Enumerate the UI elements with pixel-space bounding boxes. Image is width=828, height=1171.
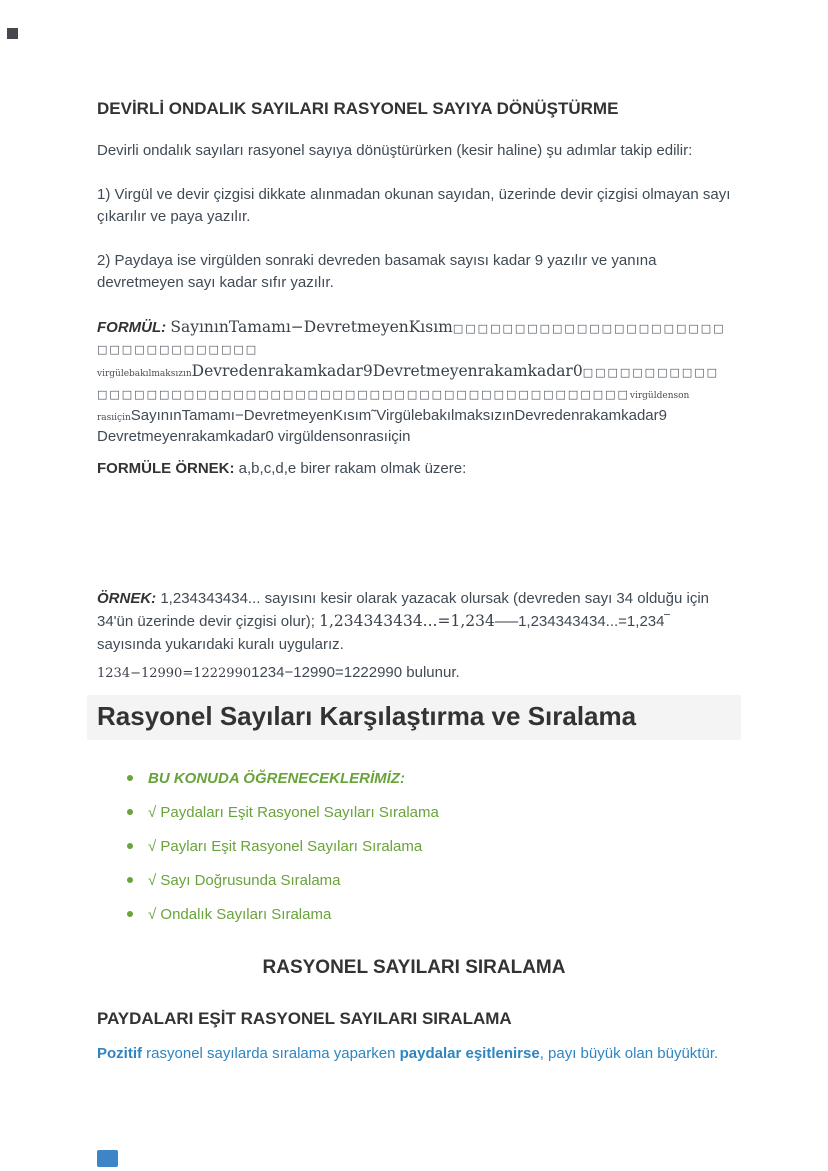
ornek-result-line: [97, 662, 731, 685]
blue-text-2: , payı büyük olan büyüktür.: [539, 1045, 719, 1063]
missing-glyph-boxes-c: □□□□□□□□: [582, 366, 682, 380]
bullet-dot-icon: [127, 877, 133, 883]
blue-paragraph: [97, 1043, 731, 1066]
topics-list: [97, 768, 731, 925]
list-item: [125, 904, 731, 925]
formula-math-1: SayınınTamamı−DevretmeyenKısım: [170, 317, 453, 336]
bullet-dot-icon: [127, 775, 133, 781]
intro-paragraph: Devirli ondalık sayıları rasyonel sayıya dönüştürürken (kesir haline) şu adımlar takip edilir:: [97, 142, 693, 160]
formule-ornek-label: FORMÜLE ÖRNEK:: [97, 460, 235, 478]
topic-label: √ Ondalık Sayıları Sıralama: [148, 906, 332, 924]
ornek-label: ÖRNEK:: [97, 589, 157, 607]
step-1-paragraph: 1) Virgül ve devir çizgisi dikkate alınmadan okunan sayıdan, üzerinde devir çizgisi olmayan sayı çıkarılır ve paya yazılır.: [97, 185, 731, 226]
formula-subscript-2: virgüldenson: [629, 390, 690, 401]
missing-glyph-boxes-d: □□□□□□□□□□□□□□□□□□□□□□□□□□□□□□□□□□□□□□□□□□□□□□: [97, 366, 720, 401]
step-2-paragraph: 2) Paydaya ise virgülden sonraki devreden basamak sayısı kadar 9 yazılır ve yanına devretmeyen sayı kadar sıfır yazılır.: [97, 251, 657, 292]
formula-plain-1: SayınınTamamı−DevretmeyenKısım˜VirgülebakılmaksızınDevredenrakamkadar9: [130, 406, 667, 424]
blue-bold-2: paydalar eşitlenirse: [399, 1045, 540, 1063]
result-plain: 1234−12990=1222990: [251, 664, 403, 682]
formula-subscript-1: virgülebakılmaksızın: [97, 369, 192, 380]
ornek-text-1: 1,234343434... sayısını kesir olarak yazacak olursak (devreden sayı 34 olduğu için 34'ün üzerinde devir çizgisi olur);: [97, 589, 709, 631]
formula-math-2: Devredenrakamkadar9Devretmeyenrakamkadar0: [191, 362, 583, 381]
missing-glyph-boxes-a: □□□□□□□□□□□□□□□□□□□□□□□□: [97, 321, 726, 357]
formule-ornek-paragraph: [97, 458, 731, 481]
ornek-text-3: sayısında yukarıdaki kuralı uygularız.: [97, 635, 344, 653]
blue-text-1: rasyonel sayılarda sıralama yaparken: [142, 1045, 400, 1063]
bullet-dot-icon: [127, 809, 133, 815]
topic-label: √ Sayı Doğrusunda Sıralama: [148, 872, 341, 890]
center-heading: RASYONEL SAYILARI SIRALAMA: [262, 957, 566, 979]
sub-heading: PAYDALARI EŞİT RASYONEL SAYILARI SIRALAMA: [97, 1009, 512, 1029]
list-item: [125, 836, 731, 857]
ornek-paragraph: [97, 588, 731, 657]
result-tail: bulunur.: [402, 664, 460, 682]
formula-subscript-3: rasıiçin: [97, 412, 131, 423]
bottom-left-blue-box: [97, 1150, 118, 1167]
top-left-artifact: [7, 28, 18, 39]
section-heading: Rasyonel Sayıları Karşılaştırma ve Sıralama: [87, 695, 741, 741]
result-math: 1234−12990=1222990: [97, 666, 252, 682]
bullet-dot-icon: [127, 843, 133, 849]
blue-bold-1: Pozitif: [97, 1045, 142, 1063]
topic-label: √ Paydaları Eşit Rasyonel Sayıları Sıralama: [148, 804, 439, 822]
list-item-header: [125, 768, 731, 789]
formula-plain-2: Devretmeyenrakamkadar0 virgüldensonrasıiçin: [97, 428, 411, 446]
missing-glyph-boxes-b: □□□□□□□□□□□: [121, 343, 259, 357]
missing-image-placeholder: [97, 502, 731, 588]
page-title: DEVİRLİ ONDALIK SAYILARI RASYONEL SAYIYA DÖNÜŞTÜRME: [97, 99, 619, 118]
list-item: [125, 870, 731, 891]
ornek-text-2: 1,234343434...=1,234‾: [518, 613, 670, 631]
list-item: [125, 802, 731, 823]
ornek-math: 1,234343434...=1,234⎯⎯⎯: [319, 612, 519, 631]
bullet-dot-icon: [127, 911, 133, 917]
formule-ornek-text: a,b,c,d,e birer rakam olmak üzere:: [238, 460, 467, 478]
topic-label: √ Payları Eşit Rasyonel Sayıları Sıralama: [148, 838, 423, 856]
formula-paragraph: [97, 316, 731, 449]
topics-header-label: BU KONUDA ÖĞRENECEKLERİMİZ:: [148, 770, 405, 788]
formula-label: FORMÜL:: [97, 318, 167, 336]
